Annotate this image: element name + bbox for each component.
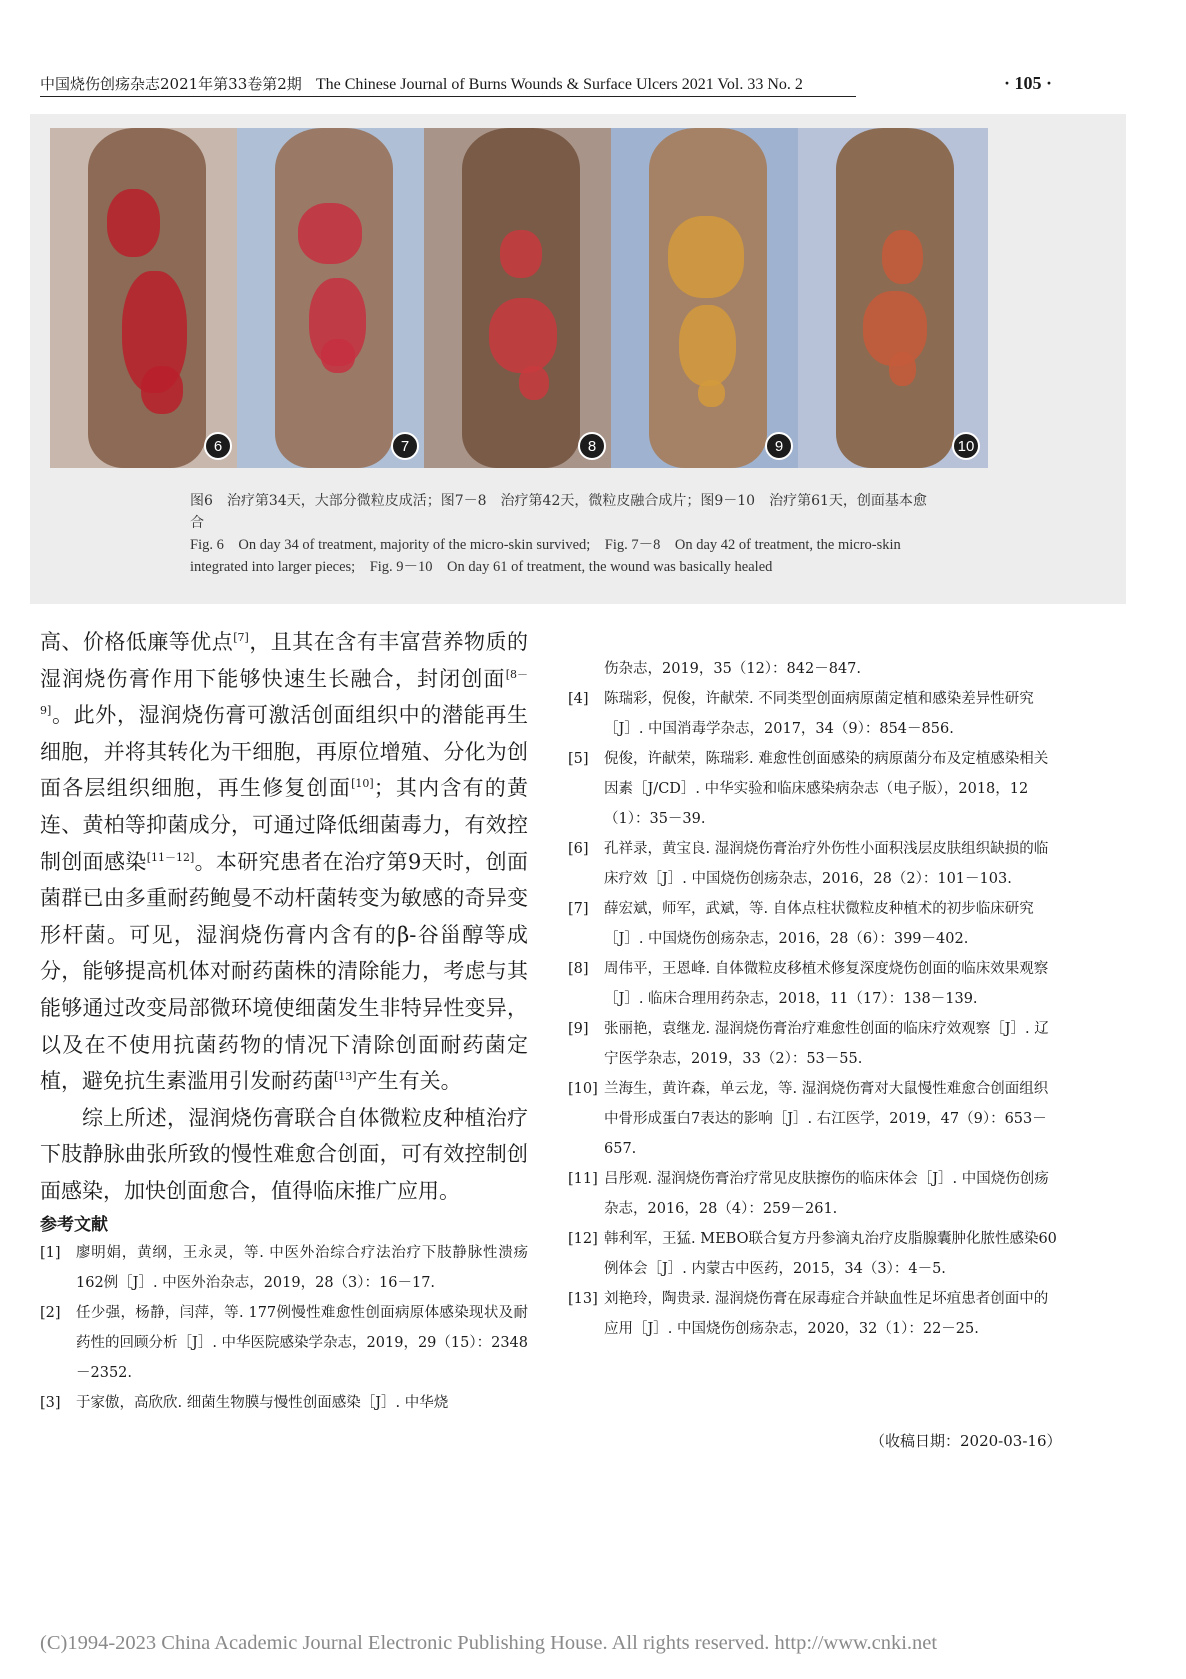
- references-heading: 参考文献: [40, 1214, 108, 1235]
- caption-en: Fig. 6 On day 34 of treatment, majority of the micro-skin survived; Fig. 7－8 On day 42 of treatment, the micro-skin integrated into larger pieces; Fig. 9－10 On day 61 of treatment, the wound was basically healed: [190, 537, 901, 575]
- figure-photo: [798, 128, 988, 468]
- figure-number-label: 6: [204, 432, 232, 460]
- reference-list-right: [568, 684, 1058, 1344]
- figure-photos: [50, 128, 1105, 468]
- reference-item: [2] 任少强，杨静，闫萍，等. 177例慢性难愈性创面病原体感染现状及耐药性的回顾分析［J］. 中华医院感染学杂志，2019，29（15）：2348－2352.: [40, 1304, 528, 1381]
- received-date: （收稿日期：2020-03-16）: [870, 1432, 1062, 1450]
- reference-item: [11] 吕彤观. 湿润烧伤膏治疗常见皮肤擦伤的临床体会［J］. 中国烧伤创疡杂志，2016，28（4）：259－261.: [568, 1171, 1049, 1217]
- citation[interactable]: [10]: [351, 777, 374, 791]
- body-paragraph-1: 高、价格低廉等优点[7]，且其在含有丰富营养物质的湿润烧伤膏作用下能够快速生长融合，封闭创面[8－9]。此外，湿润烧伤膏可激活创面组织中的潜能再生细胞，并将其转化为干细胞，再原位增殖、分化为创面各层组织细胞，再生修复创面[10]；其内含有的黄连、黄柏等抑菌成分，可通过降低细菌毒力，有效控制创面感染[11－12]。本研究患者在治疗第9天时，创面菌群已由多重耐药鲍曼不动杆菌转变为敏感的奇异变形杆菌。可见，湿润烧伤膏内含有的β-谷甾醇等成分，能够提高机体对耐药菌株的清除能力，考虑与其能够通过改变局部微环境使细菌发生非特异性变异，以及在不使用抗菌药物的情况下清除创面耐药菌定植，避免抗生素滥用引发耐药菌[13]产生有关。: [40, 630, 529, 1094]
- reference-item: [12] 韩利军，王猛. MEBO联合复方丹参滴丸治疗皮脂腺囊肿化脓性感染60例体会［J］. 内蒙古中医药，2015，34（3）：4－5.: [568, 1231, 1057, 1277]
- journal-title-cn: 中国烧伤创疡杂志2021年第33卷第2期: [40, 75, 302, 93]
- figure-photo: [50, 128, 240, 468]
- figure-number-label: 9: [765, 432, 793, 460]
- figure-number-label: 10: [952, 432, 980, 460]
- body-paragraph-2: 综上所述，湿润烧伤膏联合自体微粒皮种植治疗下肢静脉曲张所致的慢性难愈合创面，可有效控制创面感染，加快创面愈合，值得临床推广应用。: [40, 1105, 528, 1203]
- citation[interactable]: [7]: [233, 631, 249, 644]
- caption-cn: 图6 治疗第34天，大部分微粒皮成活；图7－8 治疗第42天，微粒皮融合成片；图9－10 治疗第61天，创面基本愈合: [190, 493, 927, 531]
- left-column: [40, 624, 528, 1418]
- header-rule: [40, 96, 856, 97]
- figure-number-label: 8: [578, 432, 606, 460]
- figure-photo: [237, 128, 427, 468]
- figure-photo: [611, 128, 801, 468]
- reference-item: [9] 张丽艳，袁继龙. 湿润烧伤膏治疗难愈性创面的临床疗效观察［J］. 辽宁医学杂志，2019，33（2）：53－55.: [568, 1021, 1049, 1067]
- running-header: [40, 70, 1052, 94]
- reference-continuation: 伤杂志，2019，35（12）：842－847.: [604, 661, 862, 677]
- journal-title-en: The Chinese Journal of Burns Wounds & Surface Ulcers 2021 Vol. 33 No. 2: [315, 76, 803, 93]
- reference-item: [3] 于家傲，高欣欣. 细菌生物膜与慢性创面感染［J］. 中华烧: [40, 1394, 449, 1411]
- citation[interactable]: [13]: [334, 1070, 357, 1084]
- reference-item: [5] 倪俊，许献荣，陈瑞彩. 难愈性创面感染的病原菌分布及定植感染相关因素［J/CD］. 中华实验和临床感染病杂志（电子版），2018，12（1）：35－39.: [568, 751, 1049, 827]
- page-number: · 105 ·: [1003, 73, 1052, 93]
- reference-item: [7] 薛宏斌，师军，武斌，等. 自体点柱状微粒皮种植术的初步临床研究［J］. 中国烧伤创疡杂志，2016，28（6）：399－402.: [568, 901, 1034, 947]
- figure-number-label: 7: [391, 432, 419, 460]
- copyright-watermark: (C)1994-2023 China Academic Journal Electronic Publishing House. All rights reserved. http://www.cnki.net: [40, 1632, 938, 1654]
- citation[interactable]: [11－12]: [146, 850, 195, 864]
- reference-item: [6] 孔祥录，黄宝良. 湿润烧伤膏治疗外伤性小面积浅层皮肤组织缺损的临床疗效［J］. 中国烧伤创疡杂志，2016，28（2）：101－103.: [568, 841, 1049, 887]
- reference-item: [8] 周伟平，王恩峰. 自体微粒皮移植术修复深度烧伤创面的临床效果观察［J］. 临床合理用药杂志，2018，11（17）：138－139.: [568, 961, 1049, 1007]
- figure-photo: [424, 128, 614, 468]
- reference-item: [13] 刘艳玲，陶贵录. 湿润烧伤膏在尿毒症合并缺血性足坏疽患者创面中的应用［J］. 中国烧伤创疡杂志，2020，32（1）：22－25.: [568, 1291, 1049, 1337]
- reference-list-left: [40, 1238, 528, 1418]
- right-column: [568, 654, 1058, 1344]
- reference-item: [10] 兰海生，黄许森，单云龙，等. 湿润烧伤膏对大鼠慢性难愈合创面组织中骨形成蛋白7表达的影响［J］. 右江医学，2019，47（9）：653－657.: [568, 1081, 1049, 1157]
- citation[interactable]: [8－9]: [40, 667, 528, 718]
- reference-item: [1] 廖明娟，黄纲，王永灵，等. 中医外治综合疗法治疗下肢静脉性溃疡162例［J］. 中医外治杂志，2019，28（3）：16－17.: [40, 1244, 528, 1291]
- figure-caption: [190, 490, 940, 578]
- reference-item: [4] 陈瑞彩，倪俊，许献荣. 不同类型创面病原菌定植和感染差异性研究［J］. 中国消毒学杂志，2017，34（9）：854－856.: [568, 691, 1034, 737]
- figure: [30, 114, 1126, 604]
